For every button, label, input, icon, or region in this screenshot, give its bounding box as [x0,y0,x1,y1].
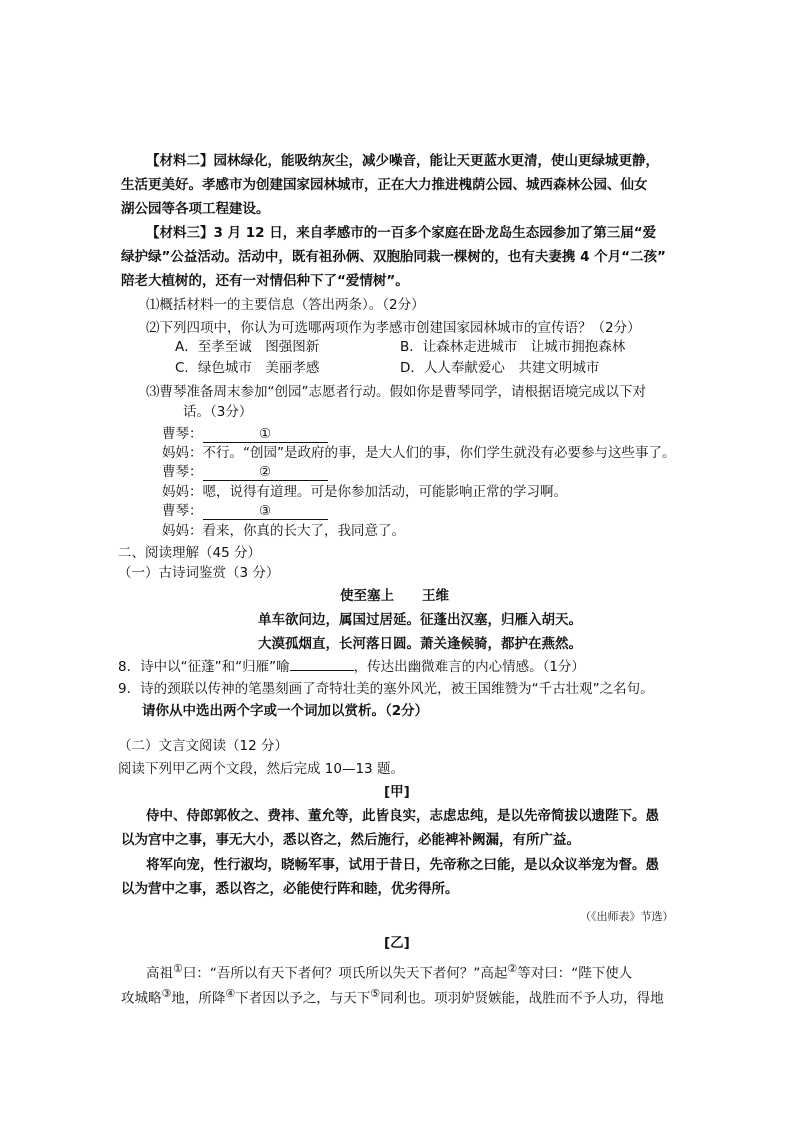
section-2-heading: 二、阅读理解（45 分） [118,545,261,561]
question-1: ⑴概括材料一的主要信息（答出两条）。（2分） [146,297,425,313]
passage-jia-source: （《出师表》节选） [580,910,674,923]
passage-yi-line-2 [121,984,664,1009]
passage-yi-text: 攻城略 [121,990,162,1007]
footnote-mark-4: ④ [225,987,236,1000]
speaker-mama: 妈妈： [162,523,203,539]
question-3-line-1: ⑶曹琴准备周末参加“创园”志愿者行动。假如你是曹琴同学，请根据语境完成以下对 [146,384,646,400]
passage-jia-p1-line-2: 以为宫中之事，事无大小，悉以咨之，然后施行，必能裨补阙漏，有所广益。 [121,832,580,848]
speaker-caoqin: 曹琴： [162,464,203,480]
dialog-line [162,521,405,541]
question-2: ⑵下列四项中，你认为可选哪两项作为孝感市创建国家园林城市的宣传语？（2分） [146,320,641,336]
poem-line-1: 单车欲问边，属国过居延。征蓬出汉塞，归雁入胡天。 [258,612,582,628]
passage-jia-p2-line-1: 将军向宠，性行淑均，晓畅军事，试用于昔日，先帝称之曰能，是以众议举宠为督。愚 [146,857,659,873]
material-2-line-3: 湖公园等各项工程建设。 [121,201,270,217]
dialog-line [162,501,328,521]
passage-yi-heading: [乙] [384,935,410,951]
dialog-line [162,482,567,502]
option-c: C．绿色城市 美丽孝感 [175,360,320,376]
material-3-line-3: 陪老大植树的，还有一对情侣种下了“爱情树”。 [121,273,409,289]
answer-blank-2[interactable]: ② [203,465,328,481]
passage-yi-line-1 [146,959,632,984]
poem-line-2: 大漠孤烟直，长河落日圆。萧关逢候骑，都护在燕然。 [258,636,582,652]
reading-instruction: 阅读下列甲乙两个文段，然后完成 10—13 题。 [118,761,404,777]
section-2-1-heading: （一）古诗词鉴赏（3 分） [118,565,280,581]
question-3-line-2: 话。（3分） [183,404,253,420]
question-9-line-2: 请你从中选出两个字或一个词加以赏析。（2分） [142,703,429,719]
mama-reply-1: 不行。“创园”是政府的事，是大人们的事，你们学生就没有必要参与这些事了。 [202,445,676,461]
material-2-line-2: 生活更美好。孝感市为创建国家园林城市，正在大力推进槐荫公园、城西森林公园、仙女 [121,177,648,193]
passage-yi-text: 等对曰：“陛下使人 [517,965,633,982]
footnote-mark-2: ② [507,962,518,975]
poem-author: 王维 [422,588,449,604]
footnote-mark-1: ① [173,962,183,975]
answer-blank-3[interactable]: ③ [203,504,328,520]
passage-jia-p1-line-1: 侍中、侍郎郭攸之、费祎、董允等，此皆良实，志虑忠纯，是以先帝简拔以遗陛下。愚 [146,808,659,824]
dialog-line [162,443,676,463]
passage-yi-text: 下者因以予之，与天下 [235,990,371,1007]
option-d: D．人人奉献爱心 共建文明城市 [400,360,600,376]
poem-title-line [340,586,449,606]
option-a: A．至孝至诚 图强图新 [175,339,320,355]
answer-blank-1[interactable]: ① [203,427,328,443]
question-8-suffix: ，传达出幽微难言的内心情感。（1分） [353,659,585,675]
material-2-line-1: 【材料二】园林绿化，能吸纳灰尘，减少噪音，能让天更蓝水更清，使山更绿城更静， [146,153,659,169]
question-8-blank[interactable] [290,670,354,671]
mama-reply-3: 看来，你真的长大了，我同意了。 [202,523,405,539]
passage-yi-text: 地，所降 [171,990,226,1007]
dialog-line [162,424,328,444]
footnote-mark-3: ③ [161,987,172,1000]
question-8-prefix: 8．诗中以“征蓬”和“归雁”喻 [118,659,290,675]
passage-jia-heading: [甲] [384,784,410,800]
passage-yi-text: 同利也。项羽妒贤嫉能，战胜而不予人功，得地 [380,990,664,1007]
dialog-line [162,462,328,482]
passage-yi-text: 曰：“吾所以有天下者何？项氏所以失天下者何？”高起 [182,965,508,982]
speaker-mama: 妈妈： [162,445,203,461]
question-9-line-1: 9．诗的颈联以传神的笔墨刻画了奇特壮美的塞外风光，被王国维赞为“千古壮观”之名句。 [118,681,654,697]
speaker-mama: 妈妈： [162,484,203,500]
passage-jia-p2-line-2: 以为营中之事，悉以咨之，必能使行阵和睦，优劣得所。 [121,881,459,897]
option-b: B．让森林走进城市 让城市拥抱森林 [400,339,626,355]
passage-yi-text: 高祖 [146,965,173,982]
poem-title: 使至塞上 [340,588,394,604]
material-3-line-1: 【材料三】3 月 12 日，来自孝感市的一百多个家庭在卧龙岛生态园参加了第三届“爱 [146,225,657,241]
material-3-line-2: 绿护绿”公益活动。活动中，既有祖孙俩、双胞胎同栽一棵树的，也有夫妻携 4 个月“二孩” [121,249,666,265]
speaker-caoqin: 曹琴： [162,503,203,519]
section-2-2-heading: （二）文言文阅读（12 分） [118,738,288,754]
question-8 [118,657,585,677]
mama-reply-2: 嗯，说得有道理。可是你参加活动，可能影响正常的学习啊。 [202,484,567,500]
footnote-mark-5: ⑤ [370,987,381,1000]
speaker-caoqin: 曹琴： [162,426,203,442]
